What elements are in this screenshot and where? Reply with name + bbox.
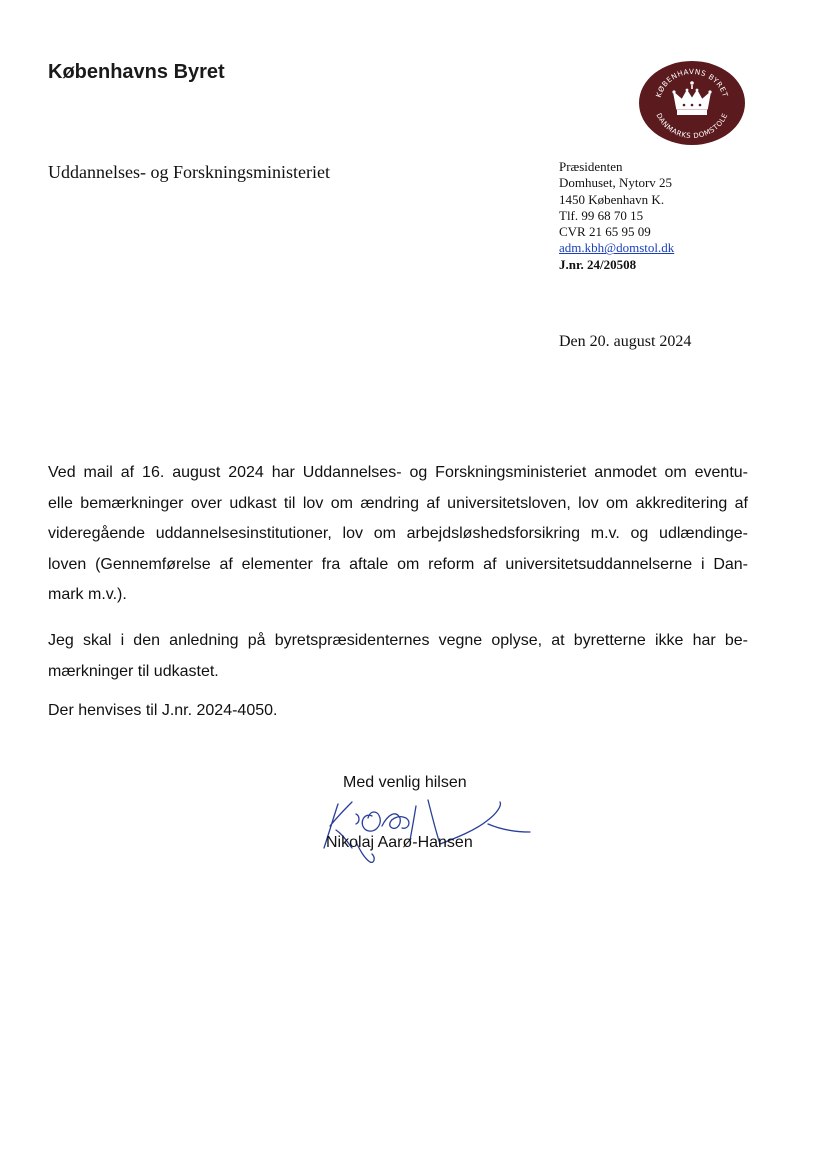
- sender-address-line1: Domhuset, Nytorv 25: [559, 175, 673, 191]
- seal-top-text: KØBENHAVNS BYRET: [653, 66, 731, 99]
- sender-phone: Tlf. 99 68 70 15: [559, 207, 644, 223]
- sender-email-link[interactable]: adm.kbh@domstol.dk: [559, 240, 675, 256]
- letter-date: Den 20. august 2024: [559, 333, 692, 350]
- body-paragraph-1-line: elle bemærkninger over udkast til lov om ændring af universitetsloven, lov om akkreditering af: [48, 494, 748, 512]
- body-paragraph-3: Der henvises til J.nr. 2024-4050.: [48, 702, 278, 719]
- court-name: Københavns Byret: [48, 61, 225, 83]
- body-paragraph-2-line: mærkninger til udkastet.: [48, 662, 219, 680]
- body-paragraph-1-line: videregående uddannelsesinstitutioner, lov om arbejdsløshedsforsikring m.v. og udlændinge-: [48, 525, 748, 542]
- sender-title: Præsidenten: [559, 159, 623, 174]
- signer-name: Nikolaj Aarø-Hansen: [326, 834, 473, 851]
- sender-cvr: CVR 21 65 95 09: [559, 224, 651, 240]
- seal-bottom-text: DANMARKS DOMSTOLE: [654, 111, 730, 141]
- recipient-name: Uddannelses- og Forskningsministeriet: [48, 162, 330, 182]
- body-paragraph-2: [48, 626, 748, 687]
- handwritten-signature: [316, 796, 536, 866]
- sender-block: [559, 159, 674, 273]
- court-seal-logo: [638, 60, 746, 146]
- body-paragraph-2-line: Jeg skal i den anledning på byretspræsidenternes vegne oplyse, at byretterne ikke har be-: [48, 632, 748, 649]
- body-paragraph-1-line: mark m.v.).: [48, 586, 127, 603]
- body-paragraph-1-line: Ved mail af 16. august 2024 har Uddannelses- og Forskningsministeriet anmodet om eventu-: [48, 464, 748, 481]
- sender-address-line2: 1450 København K.: [559, 191, 665, 207]
- body-paragraph-1: [48, 458, 748, 611]
- sender-journal-number: J.nr. 24/20508: [559, 256, 637, 272]
- body-paragraph-1-line: loven (Gennemførelse af elementer fra aftale om reform af universitetsuddannelserne i Dan-: [48, 555, 748, 573]
- closing-salutation: Med venlig hilsen: [343, 774, 467, 791]
